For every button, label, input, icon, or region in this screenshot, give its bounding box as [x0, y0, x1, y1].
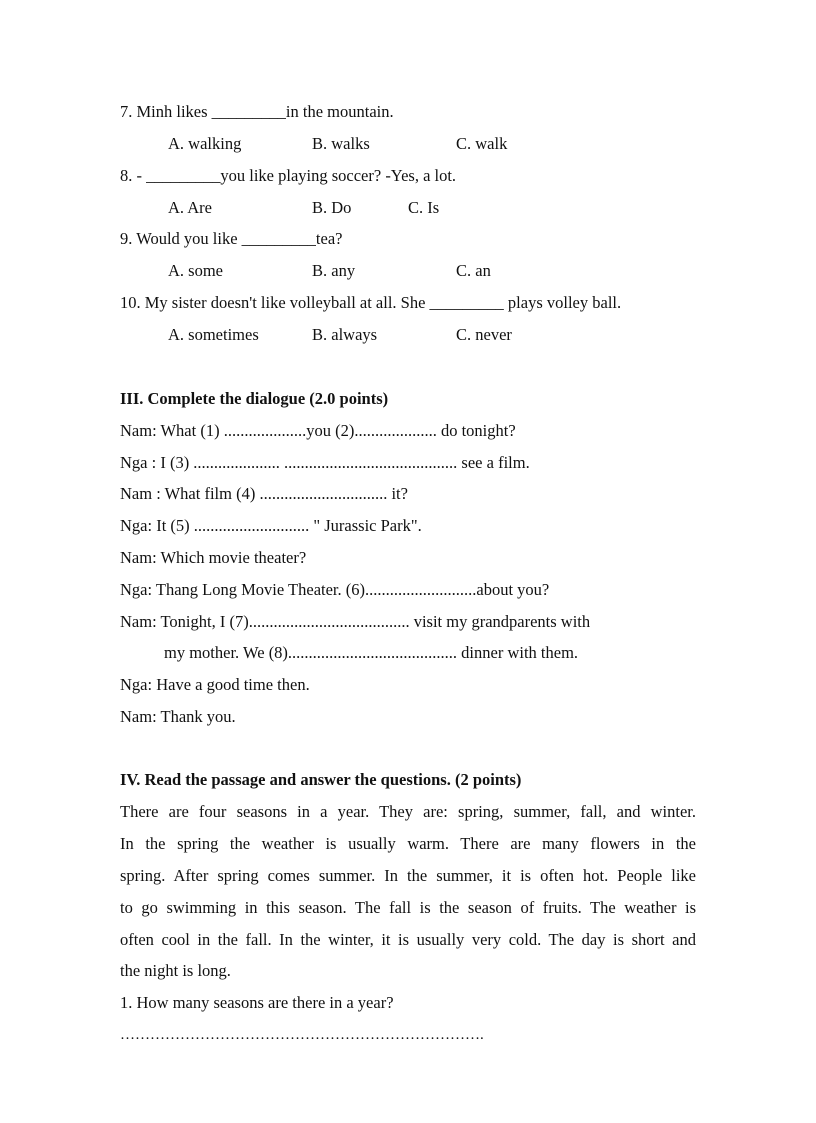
question-1: 1. How many seasons are there in a year? [120, 993, 394, 1012]
question-7-stem: 7. Minh likes _________in the mountain. [120, 102, 394, 121]
section-3-heading: III. Complete the dialogue (2.0 points) [120, 389, 389, 408]
section-4-heading: IV. Read the passage and answer the questions. (2 points) [120, 770, 522, 789]
question-9-option-b: B. any [312, 261, 356, 280]
question-8-stem: 8. - _________you like playing soccer? -Yes, a lot. [120, 166, 457, 185]
passage-line: often cool in the fall. In the winter, it is usually very cold. The day is short and [120, 930, 696, 949]
dialogue-line: Nga: Have a good time then. [120, 675, 310, 694]
question-10-option-b: B. always [312, 325, 378, 344]
question-10-stem: 10. My sister doesn't like volleyball at all. She _________ plays volley ball. [120, 293, 622, 312]
passage-line: the night is long. [120, 961, 231, 980]
question-7-option-a: A. walking [168, 134, 242, 153]
passage-line: to go swimming in this season. The fall is the season of fruits. The weather is [120, 898, 696, 917]
dialogue-line: Nam: Thank you. [120, 707, 236, 726]
dialogue-line: Nam : What film (4) ............................... it? [120, 484, 408, 503]
question-7-option-c: C. walk [456, 134, 508, 153]
question-8-option-a: A. Are [168, 198, 212, 217]
question-10-option-a: A. sometimes [168, 325, 259, 344]
dialogue-line: Nga: Thang Long Movie Theater. (6)...........................about you? [120, 580, 550, 599]
question-9-option-a: A. some [168, 261, 223, 280]
answer-line: ………………………………………………………………. [120, 1027, 484, 1043]
dialogue-line: my mother. We (8)......................................... dinner with them. [164, 643, 579, 662]
question-8-option-c: C. Is [408, 198, 440, 217]
dialogue-line: Nga: It (5) ............................ " Jurassic Park". [120, 516, 422, 535]
question-9-option-c: C. an [456, 261, 491, 280]
question-8-option-b: B. Do [312, 198, 352, 217]
passage-line: spring. After spring comes summer. In the summer, it is often hot. People like [120, 866, 696, 885]
question-7-option-b: B. walks [312, 134, 370, 153]
dialogue-line: Nga : I (3) ..................... .......................................... see a film. [120, 453, 530, 472]
passage-line: There are four seasons in a year. They are: spring, summer, fall, and winter. [120, 802, 696, 821]
dialogue-line: Nam: What (1) ....................you (2).................... do tonight? [120, 421, 516, 440]
passage-line: In the spring the weather is usually warm. There are many flowers in the [120, 834, 696, 853]
question-9-stem: 9. Would you like _________tea? [120, 229, 343, 248]
dialogue-line: Nam: Tonight, I (7)....................................... visit my grandparents with [120, 612, 591, 631]
question-10-option-c: C. never [456, 325, 512, 344]
dialogue-line: Nam: Which movie theater? [120, 548, 307, 567]
